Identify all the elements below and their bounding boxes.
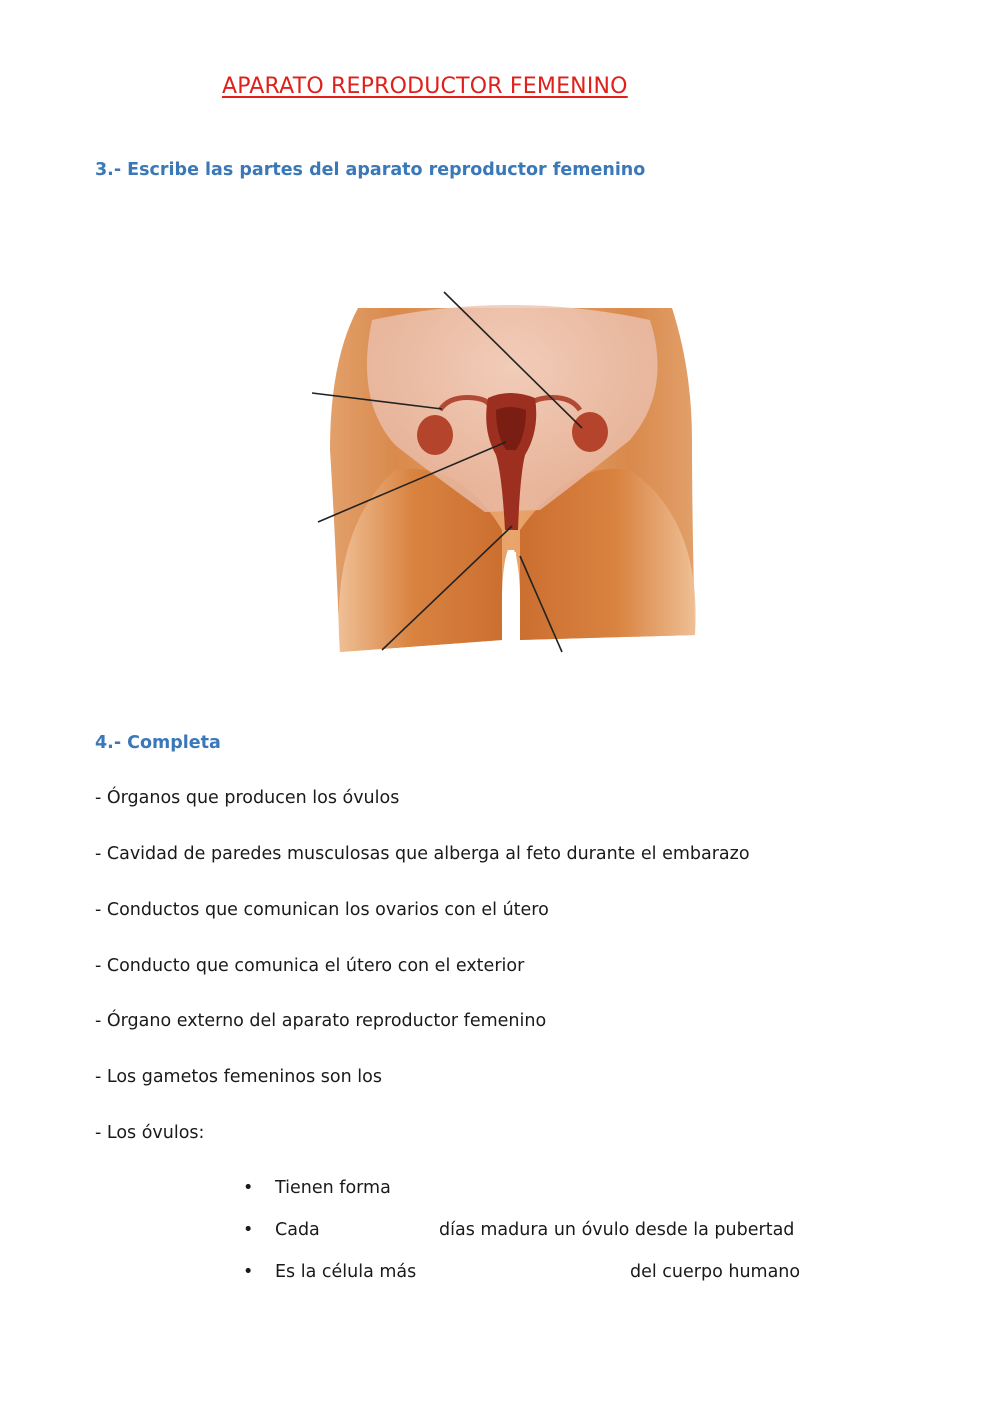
bullet-icon: •: [243, 1220, 254, 1240]
bullet-icon: •: [243, 1262, 254, 1282]
fill-item-ovaries: - Órganos que producen los óvulos: [95, 788, 400, 808]
bullet-text-end: del cuerpo humano: [630, 1262, 801, 1282]
fill-item-vagina: - Conducto que comunica el útero con el exterior: [95, 956, 525, 976]
page-title: APARATO REPRODUCTOR FEMENINO: [222, 74, 628, 99]
fill-item-uterus: - Cavidad de paredes musculosas que alberga al feto durante el embarazo: [95, 844, 750, 864]
bullet-text: Tienen forma: [275, 1178, 391, 1198]
section-3-heading: 3.- Escribe las partes del aparato reproductor femenino: [95, 160, 646, 180]
fill-item-vulva: - Órgano externo del aparato reproductor femenino: [95, 1011, 547, 1031]
bullet-text-end: días madura un óvulo desde la pubertad: [439, 1220, 795, 1240]
fill-item-gametes: - Los gametos femeninos son los: [95, 1067, 382, 1087]
fill-item-tubes: - Conductos que comunican los ovarios con el útero: [95, 900, 549, 920]
bullet-text-start: Es la célula más: [275, 1262, 417, 1282]
bullet-icon: •: [243, 1178, 254, 1198]
fill-item-ovules: - Los óvulos:: [95, 1123, 205, 1143]
section-4-heading: 4.- Completa: [95, 733, 221, 753]
anatomy-diagram: [300, 280, 720, 670]
bullet-text-start: Cada: [275, 1220, 320, 1240]
